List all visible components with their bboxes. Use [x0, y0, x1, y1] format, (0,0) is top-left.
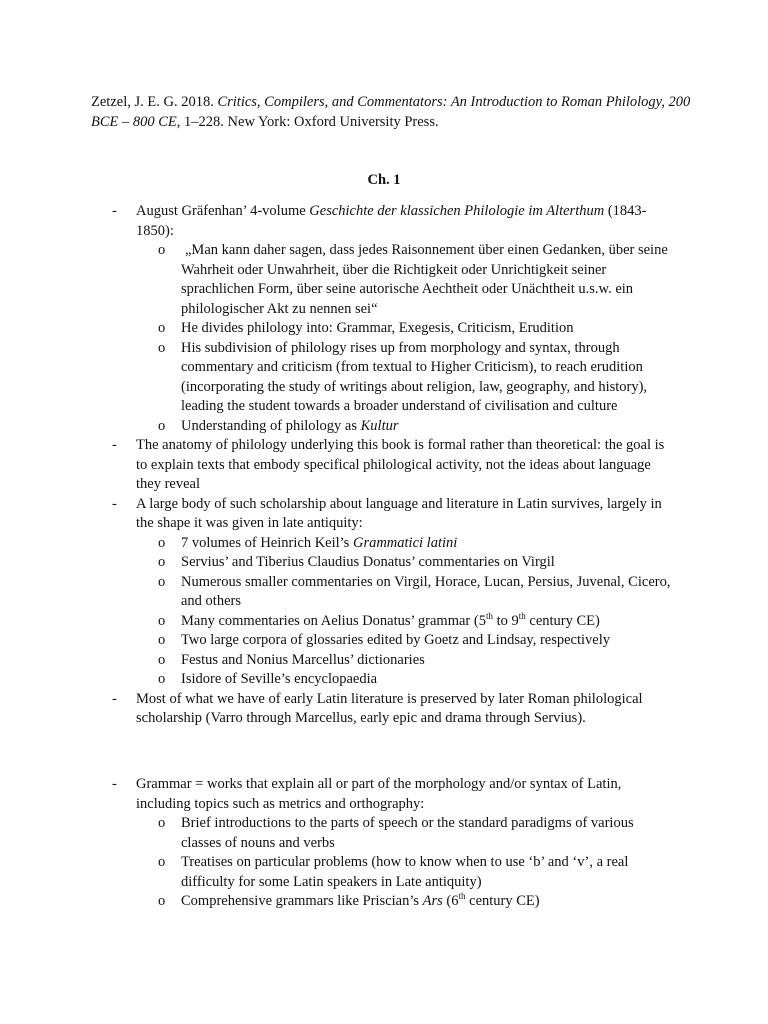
- circle-bullet: o: [158, 612, 166, 629]
- book-title: Geschichte der klassichen Philologie im Alterthum: [309, 203, 605, 219]
- dash-bullet: -: [112, 776, 117, 792]
- sub-item-donatus: [0, 612, 671, 632]
- circle-bullet: o: [158, 534, 166, 551]
- circle-bullet: o: [158, 339, 166, 356]
- item-text: Most of what we have of early Latin literature is preserved by later Roman philological scholarship (Varro through Marcellus, early epic and drama through Servius).: [136, 690, 643, 726]
- item-text: century CE): [525, 612, 600, 629]
- item-text: His subdivision of philology rises up from morphology and syntax, through commentary and criticism (from textual to Higher Criticism), to reach erudition (incorporating the study of writings about religion, law, geography, and history), leading the student towards a broader understand of civilisation and culture: [181, 339, 648, 414]
- sub-item-introductions: [0, 814, 671, 853]
- circle-bullet: o: [158, 417, 166, 434]
- ordinal-suffix: th: [485, 610, 493, 621]
- citation-authors: Zetzel, J. E. G. 2018.: [91, 94, 218, 110]
- sub-item-smaller-commentaries: [0, 573, 671, 612]
- ordinal-suffix: th: [518, 610, 526, 621]
- item-text: Servius’ and Tiberius Claudius Donatus’ commentaries on Virgil: [181, 554, 555, 570]
- item-text: Understanding of philology as: [181, 417, 361, 434]
- sub-item-treatises: [0, 853, 671, 892]
- sub-item-keil: [0, 534, 671, 554]
- item-text: Grammar = works that explain all or part of the morphology and/or syntax of Latin, including topics such as metrics and orthography:: [136, 776, 622, 812]
- circle-bullet: o: [158, 671, 166, 687]
- section-two-list: [0, 775, 768, 912]
- citation-title: Critics, Compilers, and Commentators: An Introduction to Roman Philology, 200 BCE – 800 CE: [91, 94, 691, 130]
- sub-item-subdivision: [0, 339, 671, 417]
- dash-bullet: -: [112, 203, 117, 219]
- item-text: 7 volumes of Heinrich Keil’s: [181, 534, 353, 551]
- kultur-term: Kultur: [360, 417, 399, 434]
- item-text: He divides philology into: Grammar, Exegesis, Criticism, Erudition: [181, 320, 574, 336]
- section-one-list: [0, 202, 768, 729]
- item-text: Treatises on particular problems (how to know when to use ‘b’ and ‘v’, a real difficulty for some Latin speakers in Late antiquity): [181, 854, 629, 890]
- circle-bullet: o: [158, 242, 166, 258]
- circle-bullet: o: [158, 893, 166, 909]
- sub-item-priscian: [0, 892, 671, 912]
- item-text: (6: [442, 893, 459, 909]
- list-item-large-body: [0, 495, 676, 534]
- citation: [91, 93, 691, 132]
- chapter-heading: Ch. 1: [367, 172, 401, 188]
- ordinal-suffix: th: [458, 891, 466, 902]
- circle-bullet: o: [158, 854, 166, 870]
- item-text: August Gräfenhan’ 4-volume: [136, 203, 310, 219]
- sub-item-festus: [0, 651, 671, 671]
- item-text: Comprehensive grammars like Priscian’s: [181, 893, 423, 909]
- sub-item-kultur: [0, 417, 671, 437]
- item-text: Festus and Nonius Marcellus’ dictionaries: [181, 651, 425, 668]
- sub-item-isidore: [0, 670, 671, 690]
- circle-bullet: o: [158, 320, 166, 336]
- circle-bullet: o: [158, 554, 166, 570]
- item-text: Isidore of Seville’s encyclopaedia: [181, 671, 378, 687]
- item-text: Brief introductions to the parts of speech or the standard paradigms of various classes of nouns and verbs: [181, 815, 634, 851]
- list-item-grafenhan: [0, 202, 676, 241]
- item-text: to 9: [492, 612, 519, 629]
- dash-bullet: -: [112, 495, 117, 512]
- dash-bullet: -: [112, 437, 117, 453]
- circle-bullet: o: [158, 632, 166, 648]
- list-item-grammar: [0, 775, 676, 814]
- dash-bullet: -: [112, 690, 117, 707]
- item-text: century CE): [465, 893, 540, 909]
- circle-bullet: o: [158, 573, 166, 590]
- sub-item-quote: [0, 241, 671, 319]
- citation-publication: , 1–228. New York: Oxford University Press.: [176, 113, 439, 130]
- list-item-anatomy: [0, 436, 676, 495]
- sub-item-servius: [0, 553, 671, 573]
- book-title: Ars: [422, 893, 443, 909]
- item-text: (1843-1850):: [136, 203, 647, 239]
- list-item-early-latin: [0, 690, 676, 729]
- book-title: Grammatici latini: [352, 534, 458, 551]
- item-text: Two large corpora of glossaries edited by Goetz and Lindsay, respectively: [181, 632, 611, 648]
- german-quote: „Man kann daher sagen, dass jedes Raisonnement über einen Gedanken, über seine Wahrheit oder Unwahrheit, über die Richtigkeit oder Unrichtigkeit seiner sprachlichen Form, über seine autorische Aechtheit oder Unächtheit u.s.w. ein philologischer Akt zu nennen sei“: [181, 242, 668, 317]
- sub-item-glossaries: [0, 631, 671, 651]
- item-text: Numerous smaller commentaries on Virgil, Horace, Lucan, Persius, Juvenal, Cicero, and others: [181, 573, 671, 609]
- sub-item-divides: [0, 319, 671, 339]
- item-text: Many commentaries on Aelius Donatus’ grammar (5: [181, 612, 486, 629]
- item-text: A large body of such scholarship about language and literature in Latin survives, largely in the shape it was given in late antiquity:: [136, 495, 662, 531]
- item-text: The anatomy of philology underlying this book is formal rather than theoretical: the goal is to explain texts that embody specifical philological activity, not the ideas about language they reveal: [136, 437, 665, 492]
- circle-bullet: o: [158, 815, 166, 831]
- circle-bullet: o: [158, 651, 166, 668]
